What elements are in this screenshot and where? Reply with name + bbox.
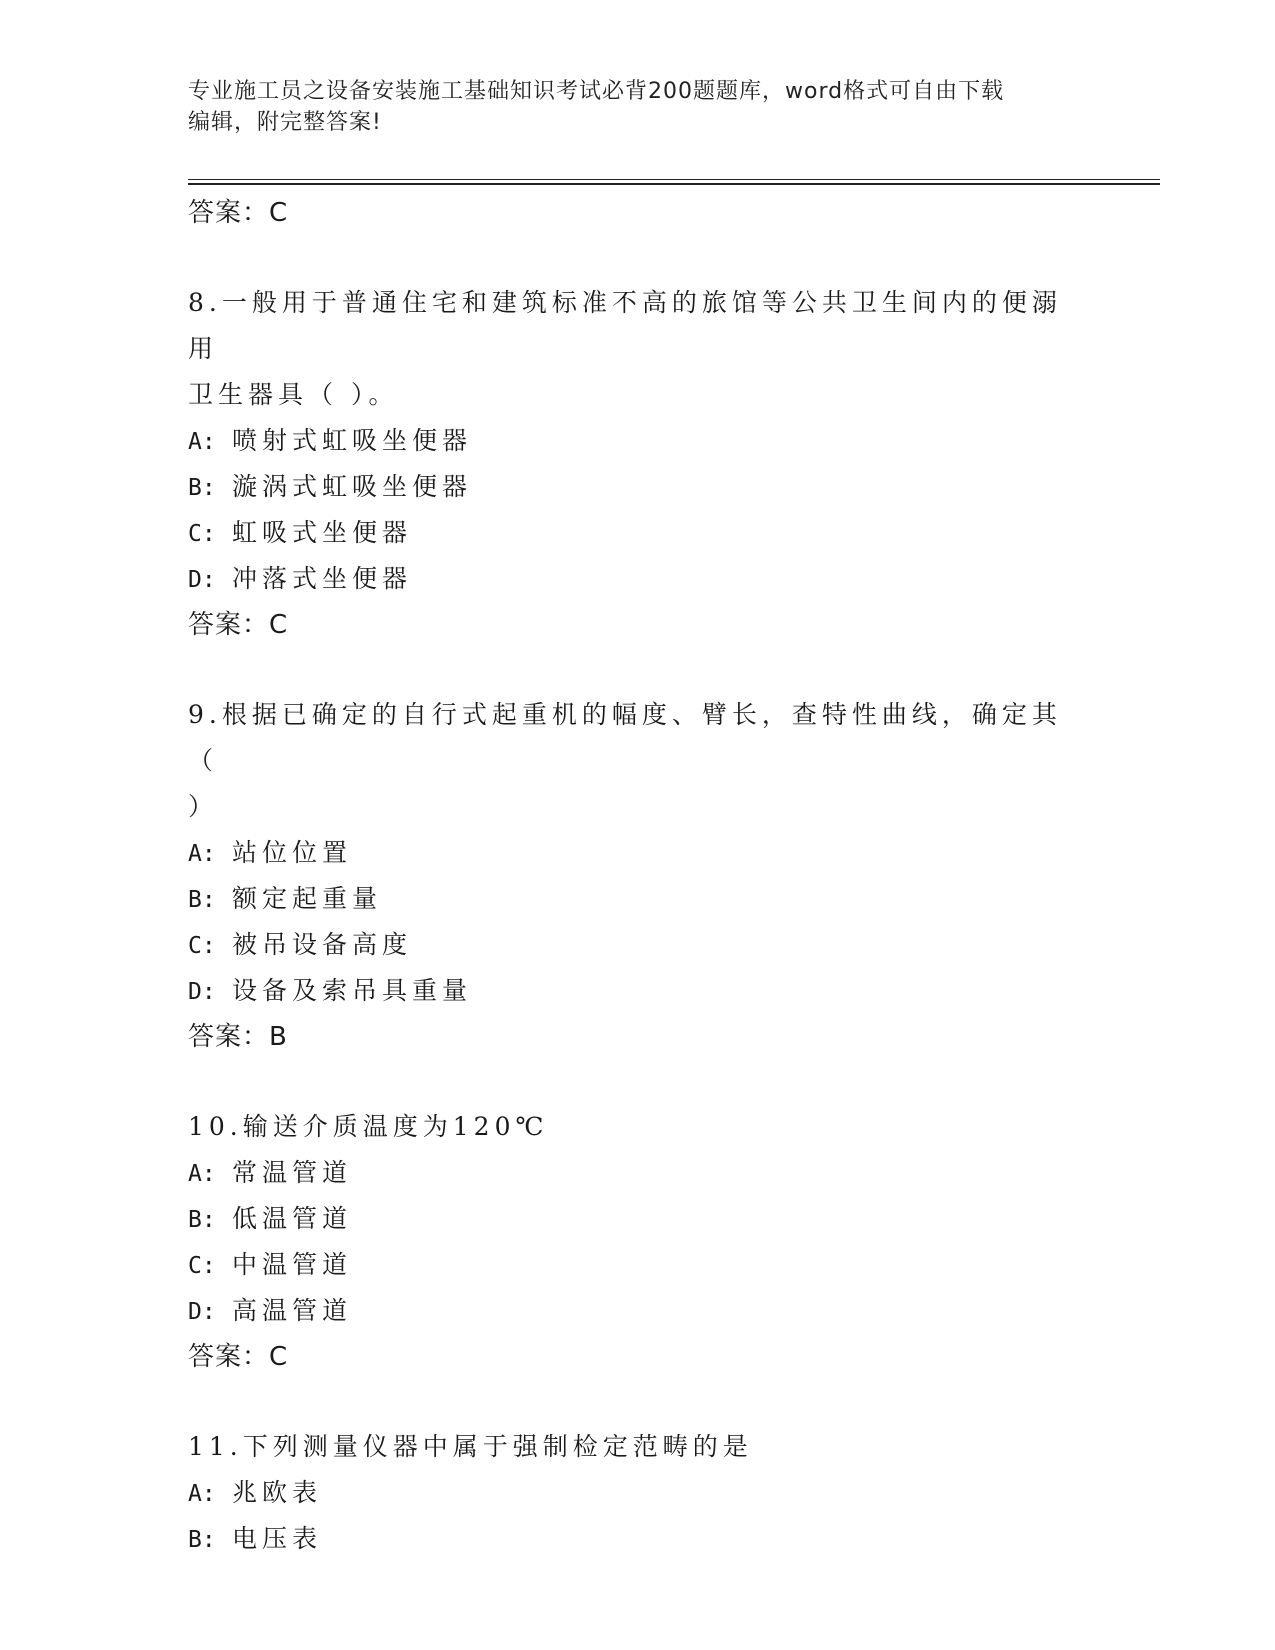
- question-8: [188, 280, 1088, 648]
- question-stem-line-1: 8.一般用于普通住宅和建筑标准不高的旅馆等公共卫生间内的便溺用: [188, 288, 1062, 363]
- question-9: [188, 692, 1088, 1060]
- answer-label: 答案：: [188, 610, 270, 640]
- option-letter: D:: [188, 567, 216, 593]
- option-text: 常温管道: [232, 1158, 353, 1187]
- option-d: [188, 1288, 1088, 1334]
- option-letter: A:: [188, 1481, 216, 1507]
- option-a: [188, 1150, 1088, 1196]
- question-stem: [188, 1104, 1088, 1150]
- option-letter: C:: [188, 521, 216, 547]
- option-letter: B:: [188, 475, 216, 501]
- option-b: [188, 1196, 1088, 1242]
- option-a: [188, 830, 1088, 876]
- question-10: [188, 1104, 1088, 1380]
- option-text: 虹吸式坐便器: [232, 518, 413, 547]
- option-c: [188, 922, 1088, 968]
- answer-label: 答案：: [188, 1342, 270, 1372]
- header-line-2: 编辑，附完整答案!: [188, 110, 382, 135]
- option-text: 设备及索吊具重量: [232, 976, 473, 1005]
- question-answer: [188, 1014, 1088, 1060]
- answer-label: 答案：: [188, 198, 270, 228]
- question-stem-line-1: 10.输送介质温度为120℃: [188, 1112, 549, 1141]
- option-text: 电压表: [232, 1524, 323, 1553]
- question-stem-line-1: 11.下列测量仪器中属于强制检定范畴的是: [188, 1432, 753, 1461]
- option-text: 站位位置: [232, 838, 353, 867]
- option-letter: D:: [188, 979, 216, 1005]
- option-text: 冲落式坐便器: [232, 564, 413, 593]
- option-letter: D:: [188, 1299, 216, 1325]
- option-letter: B:: [188, 887, 216, 913]
- question-answer: [188, 602, 1088, 648]
- option-letter: A:: [188, 1161, 216, 1187]
- option-text: 喷射式虹吸坐便器: [232, 426, 473, 455]
- previous-answer: [188, 190, 1088, 236]
- question-stem: [188, 692, 1088, 830]
- option-text: 中温管道: [232, 1250, 353, 1279]
- answer-value: B: [269, 1022, 288, 1052]
- question-stem: [188, 280, 1088, 418]
- option-letter: C:: [188, 933, 216, 959]
- option-text: 高温管道: [232, 1296, 353, 1325]
- option-d: [188, 556, 1088, 602]
- option-text: 漩涡式虹吸坐便器: [232, 472, 473, 501]
- option-a: [188, 1470, 1088, 1516]
- option-text: 被吊设备高度: [232, 930, 413, 959]
- question-stem-line-2: ）: [188, 792, 219, 821]
- question-list: [188, 190, 1088, 1562]
- option-b: [188, 876, 1088, 922]
- option-letter: C:: [188, 1253, 216, 1279]
- document-header: [188, 76, 1088, 138]
- answer-value: C: [269, 198, 289, 228]
- question-answer: [188, 1334, 1088, 1380]
- answer-value: C: [269, 1342, 289, 1372]
- answer-label: 答案：: [188, 1022, 270, 1052]
- option-text: 兆欧表: [232, 1478, 323, 1507]
- option-letter: B:: [188, 1527, 216, 1553]
- option-text: 低温管道: [232, 1204, 353, 1233]
- option-b: [188, 1516, 1088, 1562]
- header-rule-thick: [188, 183, 1160, 185]
- option-letter: B:: [188, 1207, 216, 1233]
- option-c: [188, 510, 1088, 556]
- option-d: [188, 968, 1088, 1014]
- answer-value: C: [269, 610, 289, 640]
- question-stem-line-2: 卫生器具（ ）。: [188, 380, 399, 409]
- option-a: [188, 418, 1088, 464]
- question-11: [188, 1424, 1088, 1562]
- option-letter: A:: [188, 429, 216, 455]
- question-stem: [188, 1424, 1088, 1470]
- option-c: [188, 1242, 1088, 1288]
- header-rule-thin: [188, 179, 1160, 180]
- option-b: [188, 464, 1088, 510]
- option-text: 额定起重量: [232, 884, 383, 913]
- option-letter: A:: [188, 841, 216, 867]
- question-stem-line-1: 9.根据已确定的自行式起重机的幅度、臂长，查特性曲线，确定其（: [188, 700, 1062, 775]
- header-line-1: 专业施工员之设备安装施工基础知识考试必背200题题库，word格式可自由下载: [188, 79, 1005, 104]
